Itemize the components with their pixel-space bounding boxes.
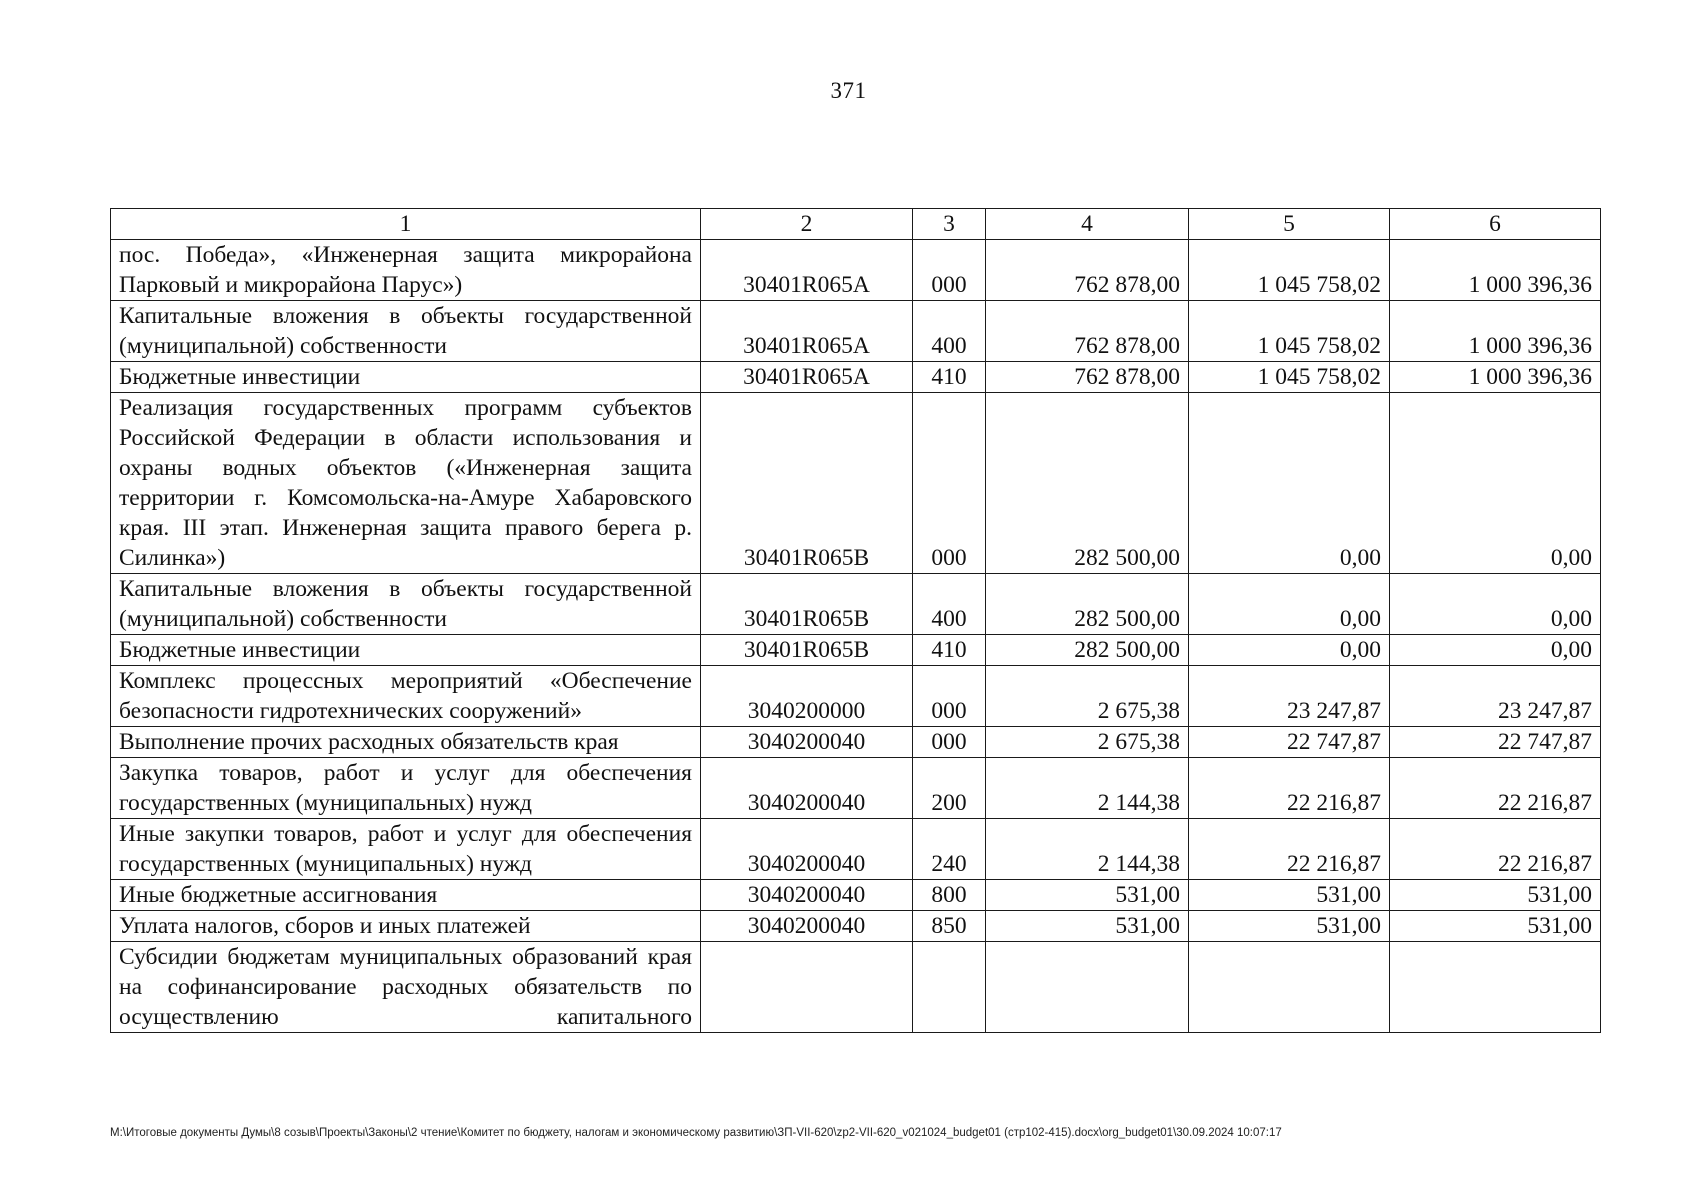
row-value-3: 0,00 <box>1390 635 1601 666</box>
row-name: Капитальные вложения в объекты государственной (муниципальной) собственности <box>111 301 701 362</box>
row-type: 400 <box>913 301 986 362</box>
table-row <box>111 393 1601 574</box>
column-header: 1 <box>111 209 701 240</box>
row-value-2: 1 045 758,02 <box>1189 362 1390 393</box>
row-type: 800 <box>913 880 986 911</box>
row-type: 240 <box>913 819 986 880</box>
row-value-1: 2 144,38 <box>986 758 1189 819</box>
row-value-1: 531,00 <box>986 880 1189 911</box>
row-type: 000 <box>913 240 986 301</box>
row-value-2: 22 216,87 <box>1189 819 1390 880</box>
row-name: Комплекс процессных мероприятий «Обеспечение безопасности гидротехнических сооружений» <box>111 666 701 727</box>
budget-table <box>110 208 1601 1033</box>
row-name: Иные закупки товаров, работ и услуг для обеспечения государственных (муниципальных) нужд <box>111 819 701 880</box>
row-name: Бюджетные инвестиции <box>111 635 701 666</box>
row-value-1: 2 675,38 <box>986 727 1189 758</box>
row-value-1: 282 500,00 <box>986 393 1189 574</box>
row-value-2: 531,00 <box>1189 911 1390 942</box>
row-value-2 <box>1189 942 1390 1033</box>
row-type: 000 <box>913 393 986 574</box>
row-name: Выполнение прочих расходных обязательств края <box>111 727 701 758</box>
table-row <box>111 727 1601 758</box>
row-value-3: 531,00 <box>1390 880 1601 911</box>
row-type: 000 <box>913 666 986 727</box>
column-header: 5 <box>1189 209 1390 240</box>
row-value-3: 0,00 <box>1390 393 1601 574</box>
table-row <box>111 362 1601 393</box>
row-name: Закупка товаров, работ и услуг для обеспечения государственных (муниципальных) нужд <box>111 758 701 819</box>
row-value-2: 22 216,87 <box>1189 758 1390 819</box>
column-header: 6 <box>1390 209 1601 240</box>
row-type: 000 <box>913 727 986 758</box>
table-row <box>111 758 1601 819</box>
row-value-1 <box>986 942 1189 1033</box>
row-value-3: 22 216,87 <box>1390 819 1601 880</box>
table-row <box>111 666 1601 727</box>
row-code: 30401R065A <box>701 362 913 393</box>
row-name: пос. Победа», «Инженерная защита микрорайона Парковый и микрорайона Парус») <box>111 240 701 301</box>
row-name: Реализация государственных программ субъектов Российской Федерации в области использования и охраны водных объектов («Инженерная защита территории г. Комсомольска-на-Амуре Хабаровского края. III этап. Инженерная защита правого берега р. Силинка») <box>111 393 701 574</box>
row-name: Субсидии бюджетам муниципальных образований края на софинансирование расходных обязательств по осуществлению капитального <box>111 942 701 1033</box>
footer-file-path: М:\Итоговые документы Думы\8 созыв\Проекты\Законы\2 чтение\Комитет по бюджету, налогам и экономическому развитию\ЗП-VII-620\zp2-VII-620_v021024_budget01 (стр102-415).docx\org_budget01\30.09.2024 10:07:17 <box>110 1127 1282 1139</box>
table-row <box>111 574 1601 635</box>
table-header-row <box>111 209 1601 240</box>
row-code: 3040200040 <box>701 758 913 819</box>
row-value-1: 282 500,00 <box>986 635 1189 666</box>
row-value-1: 762 878,00 <box>986 301 1189 362</box>
row-value-1: 2 144,38 <box>986 819 1189 880</box>
table-row <box>111 635 1601 666</box>
row-name: Иные бюджетные ассигнования <box>111 880 701 911</box>
row-code: 3040200000 <box>701 666 913 727</box>
column-header: 3 <box>913 209 986 240</box>
row-code: 3040200040 <box>701 880 913 911</box>
column-header: 4 <box>986 209 1189 240</box>
row-code: 3040200040 <box>701 911 913 942</box>
row-value-2: 0,00 <box>1189 393 1390 574</box>
table-row <box>111 301 1601 362</box>
table-row <box>111 911 1601 942</box>
row-value-3: 1 000 396,36 <box>1390 301 1601 362</box>
row-type: 200 <box>913 758 986 819</box>
row-code: 3040200040 <box>701 727 913 758</box>
row-type <box>913 942 986 1033</box>
row-code: 30401R065A <box>701 240 913 301</box>
row-name: Бюджетные инвестиции <box>111 362 701 393</box>
row-value-3: 0,00 <box>1390 574 1601 635</box>
row-code: 30401R065B <box>701 393 913 574</box>
row-code: 30401R065B <box>701 635 913 666</box>
row-value-3: 531,00 <box>1390 911 1601 942</box>
row-value-1: 762 878,00 <box>986 362 1189 393</box>
row-type: 410 <box>913 635 986 666</box>
row-value-2: 23 247,87 <box>1189 666 1390 727</box>
row-code: 3040200040 <box>701 819 913 880</box>
row-value-2: 0,00 <box>1189 574 1390 635</box>
table-row <box>111 880 1601 911</box>
row-value-3: 1 000 396,36 <box>1390 240 1601 301</box>
row-value-3: 22 747,87 <box>1390 727 1601 758</box>
row-value-1: 282 500,00 <box>986 574 1189 635</box>
row-value-2: 0,00 <box>1189 635 1390 666</box>
row-value-2: 22 747,87 <box>1189 727 1390 758</box>
table-row <box>111 819 1601 880</box>
row-value-3 <box>1390 942 1601 1033</box>
row-type: 400 <box>913 574 986 635</box>
table-row <box>111 240 1601 301</box>
row-code <box>701 942 913 1033</box>
row-value-1: 531,00 <box>986 911 1189 942</box>
row-code: 30401R065A <box>701 301 913 362</box>
column-header: 2 <box>701 209 913 240</box>
row-value-2: 1 045 758,02 <box>1189 301 1390 362</box>
row-value-1: 2 675,38 <box>986 666 1189 727</box>
row-name: Капитальные вложения в объекты государственной (муниципальной) собственности <box>111 574 701 635</box>
row-value-3: 23 247,87 <box>1390 666 1601 727</box>
row-value-1: 762 878,00 <box>986 240 1189 301</box>
row-type: 410 <box>913 362 986 393</box>
row-value-3: 1 000 396,36 <box>1390 362 1601 393</box>
table-row <box>111 942 1601 1033</box>
row-value-2: 531,00 <box>1189 880 1390 911</box>
page-number: 371 <box>830 78 867 103</box>
row-value-3: 22 216,87 <box>1390 758 1601 819</box>
row-type: 850 <box>913 911 986 942</box>
row-code: 30401R065B <box>701 574 913 635</box>
row-value-2: 1 045 758,02 <box>1189 240 1390 301</box>
row-name: Уплата налогов, сборов и иных платежей <box>111 911 701 942</box>
